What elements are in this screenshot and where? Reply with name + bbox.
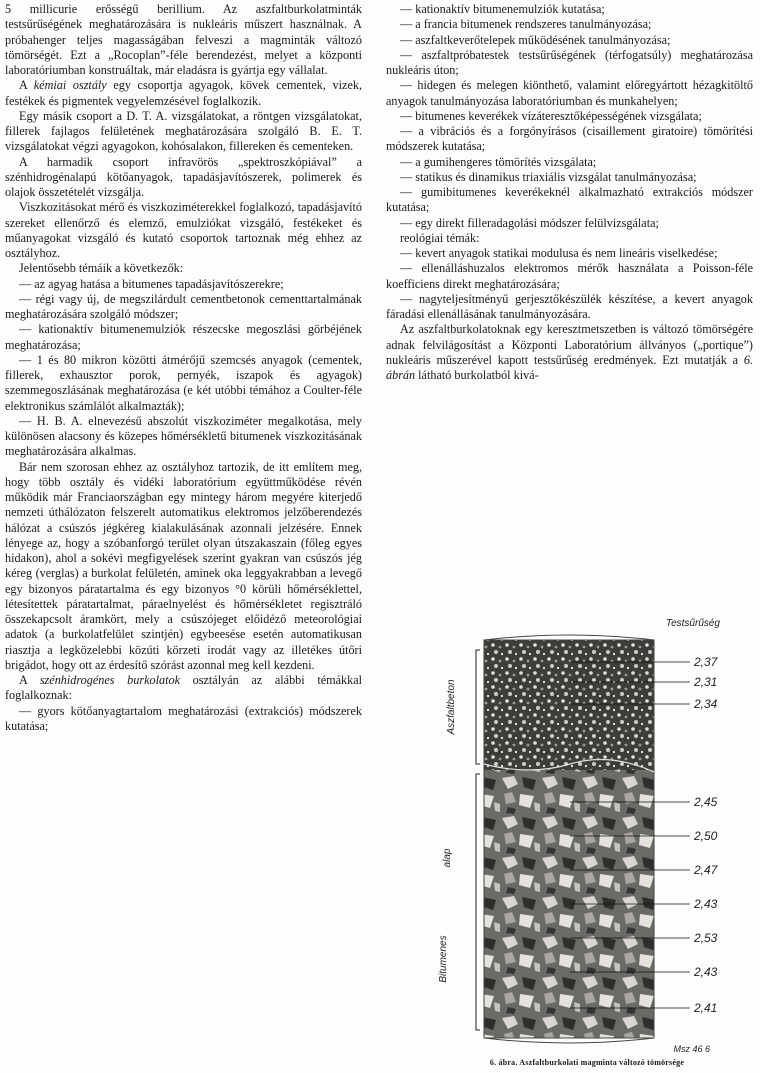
right_column-paragraph: — a vibrációs és a forgónyírásos (cisaillement giratoire) tömörítési módszerek kutatása;: [386, 124, 753, 154]
density-value-label: 2,37: [694, 655, 718, 669]
figure-caption: 6. ábra. Aszfaltburkolati magminta változó tömörsége: [489, 1058, 685, 1067]
left_column-paragraph: — H. B. A. elnevezésű abszolút viszkoziméter megalkotása, mely különösen alacsony és közepes hőmérsékletű bitumenek viszkozitásának meghatározására alkalmas.: [5, 413, 362, 459]
figure-code: Msz 46 6: [673, 1044, 710, 1054]
left_column-paragraph: A kémiai osztály egy csoportja agyagok, kövek cementek, vizek, festékek és pigmentek vegyelemzésével foglalkozik.: [5, 78, 362, 108]
left_column-paragraph: Viszkozitásokat mérő és viszkoziméterekkel foglalkozó, tapadásjavító szereket ellenőrző és elemző, emulziókat vizsgáló, festékeket és műanyagokat vizsgáló és kutató csoportok tartoznak még ehhez az osztályhoz.: [5, 200, 362, 260]
right_column-paragraph: — kevert anyagok statikai modulusa és nem lineáris viselkedése;: [400, 246, 718, 260]
density-value-label: 2,53: [694, 931, 718, 945]
right_column-paragraph: reológiai témák:: [400, 230, 480, 245]
left_column-paragraph: A harmadik csoport infravörös „spektroszkópiával” a szénhidrogénalapú kötőanyagok, tapadásjavítószerek, polimerek és olajok összetételét vizsgálja.: [5, 154, 362, 199]
layer-label-bottom-1: Bitumenes: [438, 935, 449, 983]
right_column-paragraph: — bitumenes keverékek vízáteresztőképességének vizsgálata;: [400, 108, 702, 123]
right_column-paragraph: — gumibitumenes keverékeknél alkalmazható extrakciós módszer kutatása;: [386, 185, 753, 215]
right_column-paragraph: — ellenálláshuzalos elektromos mérők használata a Poisson-féle koefficiens direkt meghatározására;: [386, 261, 753, 291]
right_column-paragraph: — aszfaltpróbatestek testsűrűségének (térfogatsúly) meghatározása nukleáris úton;: [386, 47, 753, 77]
figure-6: [420, 614, 756, 1070]
layer-label-bottom-2: alap: [442, 848, 453, 868]
left_column-paragraph: A szénhidrogénes burkolatok osztályán az alábbi témákkal foglalkoznak:: [5, 673, 362, 703]
right_column-paragraph: — hidegen és melegen kiönthető, valamint előregyártott hézagkitöltő anyagok tanulmányozása laboratóriumban és munkahelyen;: [386, 78, 753, 108]
left_column-paragraph: — gyors kötőanyagtartalom meghatározási (extrakciós) módszerek kutatása;: [5, 703, 362, 733]
right_column-paragraph: — a francia bitumenek rendszeres tanulmányozása;: [400, 17, 652, 32]
density-value-label: 2,41: [694, 1001, 718, 1015]
left_column-paragraph: Egy másik csoport a D. T. A. vizsgálatokat, a röntgen vizsgálatokat, fillerek fajlagos felületének meghatározására szolgáló B. E. T. vizsgálatokat végzi agyagokon, kohósalakon, fillereken és cementeken.: [5, 108, 362, 154]
right-text-column: [386, 2, 753, 383]
right_column-paragraph: — egy direkt filleradagolási módszer felülvizsgálata;: [400, 215, 659, 230]
left_column-paragraph: Jelentősebb témáik a következők:: [19, 261, 184, 276]
layer-bracket-bottom: [476, 774, 480, 1030]
left_column-paragraph: — 1 és 80 mikron közötti átmérőjű szemcsés anyagok (cementek, fillerek, exhausztor porok, pernyék, iszapok és agyagok) szemmegoszlásának meghatározása (e két utóbbi témához a Coulter-féle elektronikus számlálót alkalmazták);: [5, 352, 362, 413]
density-value-label: 2,50: [694, 829, 718, 843]
density-value-label: 2,45: [694, 795, 718, 809]
left_column-paragraph: — kationaktív bitumenemulziók részecske megoszlási görbéjének meghatározása;: [5, 322, 362, 352]
density-value-label: 2,43: [694, 965, 718, 979]
right_column-paragraph: — kationaktív bitumenemulziók kutatása;: [400, 2, 605, 16]
right_column-paragraph: — a gumihengeres tömörítés vizsgálata;: [400, 154, 597, 169]
density-value-label: 2,47: [694, 863, 718, 877]
density-header-label: Testsűrűség: [665, 618, 720, 629]
right_column-paragraph: Az aszfaltburkolatoknak egy keresztmetszetben is változó tömörségére adnak felvilágosítást a Központi Laboratórium állványos („portique”) nukleáris műszerével kapott testsűrűség eredmények. Ezt mutatják a 6. ábrán látható burkolatból kivá-: [386, 322, 753, 382]
left-text-column: [5, 2, 362, 734]
left_column-paragraph: 5 millicurie erősségű berillium. Az aszfaltburkolatminták testsűrűségének meghatározására is nukleáris műszert használnak. A próbahenger teljes magasságában felveszi a magminták változó tömörségét. Ezt a „Rocoplan”-féle berendezést, melyet a központi laboratóriumban konstruáltak, már eladásra is gyártja egy vállalat.: [5, 2, 362, 77]
density-value-label: 2,34: [694, 697, 718, 711]
left_column-paragraph: Bár nem szorosan ehhez az osztályhoz tartozik, de itt említem meg, hogy több osztály és vidéki laboratórium együttműködése révén működik már Franciaországban egy mintegy három megyére kiterjedő nemzeti úthálózaton felszerelt automatikus elektromos jelzőberendezés hálózat a csúszós jégkéreg kialakulásának azonnali jelzésére. Ennek lényege az, hogy a szóbanforgó terület olyan útszakaszain (főleg egyes hidakon), ahol a sokévi megfigyelések szerint gyakran van csúszós jég kéreg (verglas) a burkolat felületén, aminek oka leggyakrabban a levegő egy bizonyos páratartalma és egy bizonyos °0 körüli hőmérséklettel, létesítettek páratartalmat, páraelnyelést és hőmérsékletet regisztráló összekapcsolt áramkört, mely a csúszójeget előidéző meteorológiai adatok (a burkolatfelület szintjén) egybeesése esetén automatikusan riasztja a legközelebbi közúti körzeti irodát vagy az illetékes útőri brigádot, hogy ott az érdesítő szórást azonnal meg kell kezdeni.: [5, 459, 362, 672]
left_column-paragraph: — az agyag hatása a bitumenes tapadásjavítószerekre;: [19, 276, 284, 291]
right_column-paragraph: — aszfaltkeverőtelepek működésének tanulmányozása;: [400, 32, 671, 47]
left_column-paragraph: — régi vagy új, de megszilárdult cementbetonok cementtartalmának meghatározására szolgáló módszer;: [5, 291, 362, 321]
layer-label-top: Aszfaltbeton: [446, 679, 457, 735]
right_column-paragraph: — nagyteljesítményű gerjesztőkészülék készítése, a kevert anyagok fáradási ellenállásának tanulmányozására.: [386, 291, 753, 321]
core-top-layer: [484, 640, 654, 770]
density-value-label: 2,43: [694, 897, 718, 911]
density-value-label: 2,31: [694, 675, 718, 689]
right_column-paragraph: — statikus és dinamikus triaxiális vizsgálat tanulmányozása;: [400, 169, 697, 184]
layer-bracket-top: [476, 650, 480, 764]
core-sample-figure: [420, 614, 756, 1058]
